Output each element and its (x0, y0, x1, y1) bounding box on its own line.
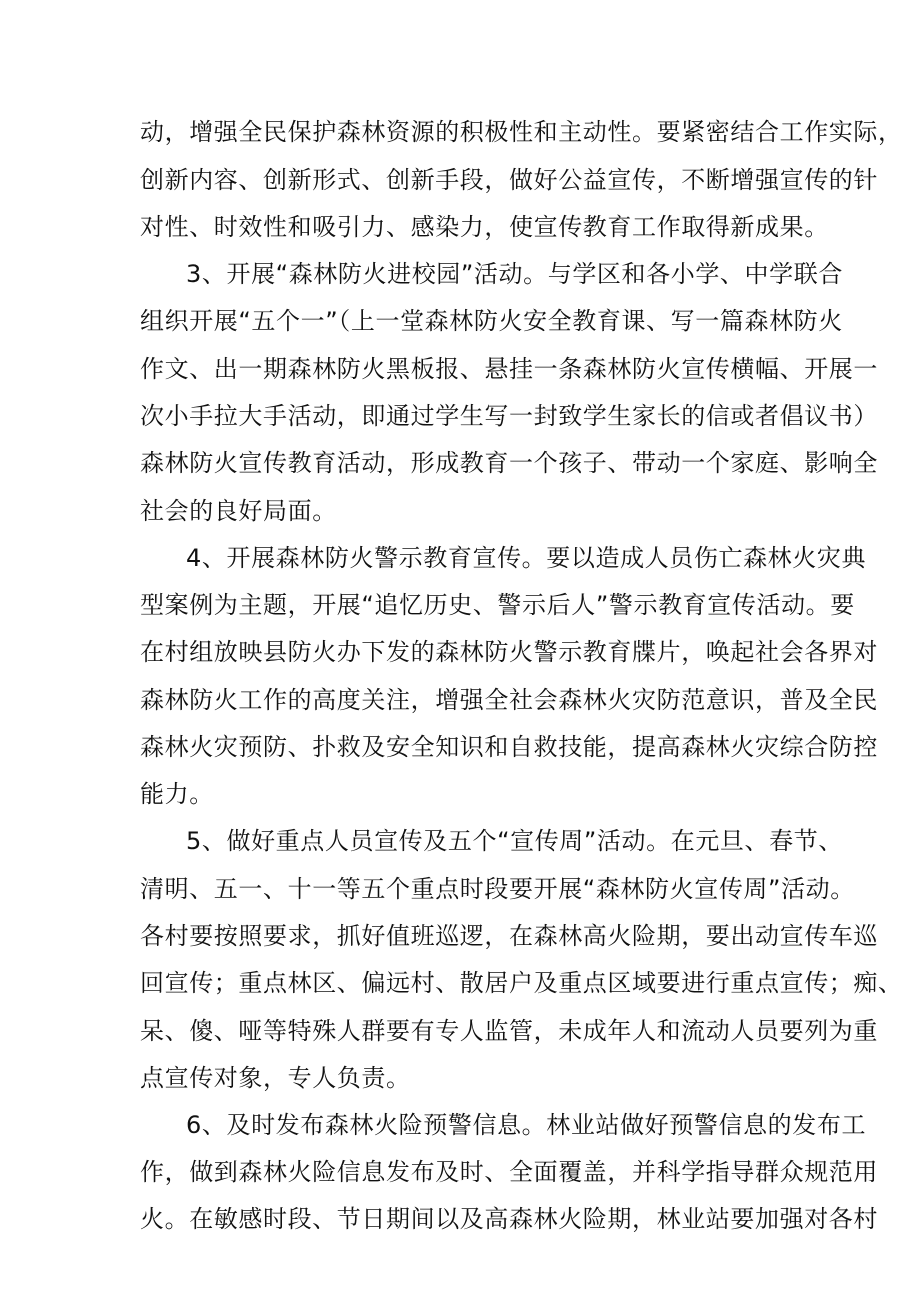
paragraph-line: 森林火灾预防、扑救及安全知识和自救技能，提高森林火灾综合防控 (140, 733, 878, 761)
paragraph-line: 作，做到森林火险信息发布及时、全面覆盖，并科学指导群众规范用 (140, 1158, 878, 1186)
paragraph-line: 清明、五一、十一等五个重点时段要开展“森林防火宣传周”活动。 (140, 875, 855, 903)
paragraph-line: 型案例为主题，开展“追忆历史、警示后人”警示教育宣传活动。要 (140, 591, 855, 619)
paragraph-line: 作文、出一期森林防火黑板报、悬挂一条森林防火宣传横幅、开展一 (140, 355, 878, 383)
paragraph-line: 对性、时效性和吸引力、感染力，使宣传教育工作取得新成果。 (140, 213, 829, 241)
paragraph-line: 呆、傻、哑等特殊人群要有专人监管，未成年人和流动人员要列为重 (140, 1017, 878, 1045)
paragraph-line: 社会的良好局面。 (140, 497, 337, 525)
paragraph-line: 次小手拉大手活动，即通过学生写一封致学生家长的信或者倡议书） (140, 402, 878, 430)
paragraph-line: 4、开展森林防火警示教育宣传。要以造成人员伤亡森林火灾典 (186, 544, 867, 572)
paragraph-line: 6、及时发布森林火险预警信息。林业站做好预警信息的发布工 (186, 1111, 867, 1139)
paragraph-line: 火。在敏感时段、节日期间以及高森林火险期，林业站要加强对各村 (140, 1205, 878, 1233)
paragraph-line: 森林防火工作的高度关注，增强全社会森林火灾防范意识，普及全民 (140, 686, 878, 714)
paragraph-line: 回宣传；重点林区、偏远村、散居户及重点区域要进行重点宣传；痴、 (140, 969, 903, 997)
paragraph-line: 3、开展“森林防火进校园”活动。与学区和各小学、中学联合 (186, 260, 843, 288)
paragraph-line: 创新内容、创新形式、创新手段，做好公益宣传，不断增强宣传的针 (140, 166, 878, 194)
paragraph-line: 组织开展“五个一”（上一堂森林防火安全教育课、写一篇森林防火 (140, 307, 843, 335)
paragraph-line: 能力。 (140, 780, 214, 808)
paragraph-line: 各村要按照要求，抓好值班巡逻，在森林高火险期，要出动宣传车巡 (140, 922, 878, 950)
paragraph-line: 5、做好重点人员宣传及五个“宣传周”活动。在元旦、春节、 (186, 827, 843, 855)
paragraph-line: 在村组放映县防火办下发的森林防火警示教育牒片，唤起社会各界对 (140, 638, 878, 666)
paragraph-line: 点宣传对象，专人负责。 (140, 1064, 411, 1092)
paragraph-line: 动，增强全民保护森林资源的积极性和主动性。要紧密结合工作实际， (140, 118, 903, 146)
paragraph-line: 森林防火宣传教育活动，形成教育一个孩子、带动一个家庭、影响全 (140, 449, 878, 477)
